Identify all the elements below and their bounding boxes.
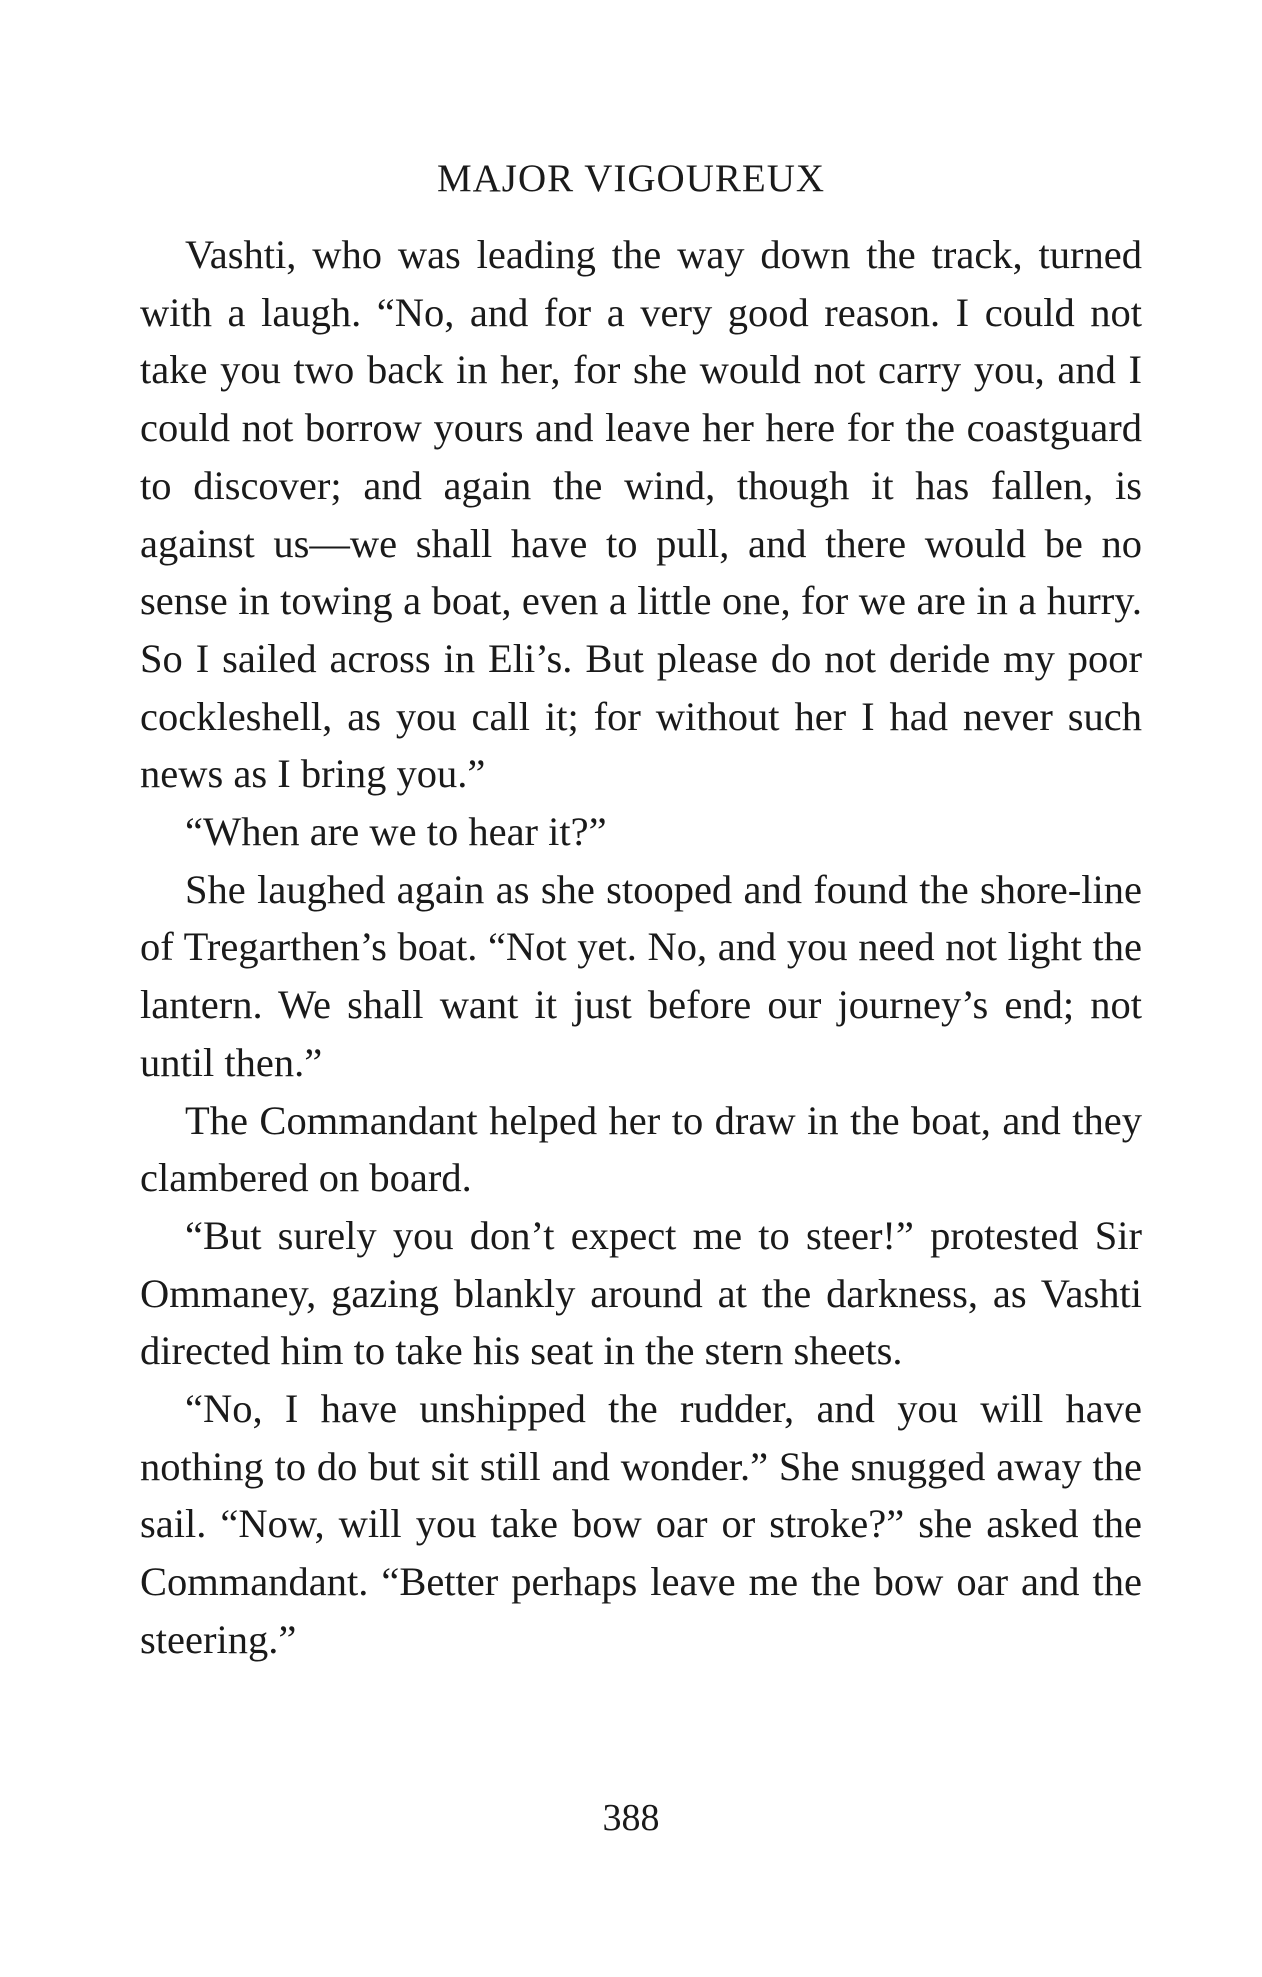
paragraph: The Commandant helped her to draw in the boat, and they clambered on board. (140, 1097, 1142, 1201)
paragraph: “But surely you don’t expect me to steer!” protested Sir Ommaney, gazing blankly around at the darkness, as Vashti directed him to take his seat in the stern sheets. (140, 1212, 1142, 1374)
running-head: MAJOR VIGOUREUX (436, 157, 826, 200)
paragraph: She laughed again as she stooped and found the shore-line of Tregarthen’s boat. “Not yet. No, and you need not light the lantern. We shall want it just before our journey’s end; not until then.” (140, 866, 1142, 1085)
body-text (140, 226, 1142, 1669)
page-number: 388 (602, 1797, 660, 1839)
paragraph: Vashti, who was leading the way down the track, turned with a laugh. “No, and for a very good reason. I could not take you two back in her, for she would not carry you, and I could not borrow yours and leave her here for the coastguard to discover; and again the wind, though it has fallen, is against us—we shall have to pull, and there would be no sense in towing a boat, even a little one, for we are in a hurry. So I sailed across in Eli’s. But please do not deride my poor cockleshell, as you call it; for without her I had never such news as I bring you.” (140, 232, 1142, 797)
paragraph: “When are we to hear it?” (185, 809, 607, 855)
paragraph: “No, I have unshipped the rudder, and you will have nothing to do but sit still and wonder.” She snugged away the sail. “Now, will you take bow oar or stroke?” she asked the Commandant. “Better perhaps leave me the bow oar and the steering.” (140, 1386, 1142, 1662)
